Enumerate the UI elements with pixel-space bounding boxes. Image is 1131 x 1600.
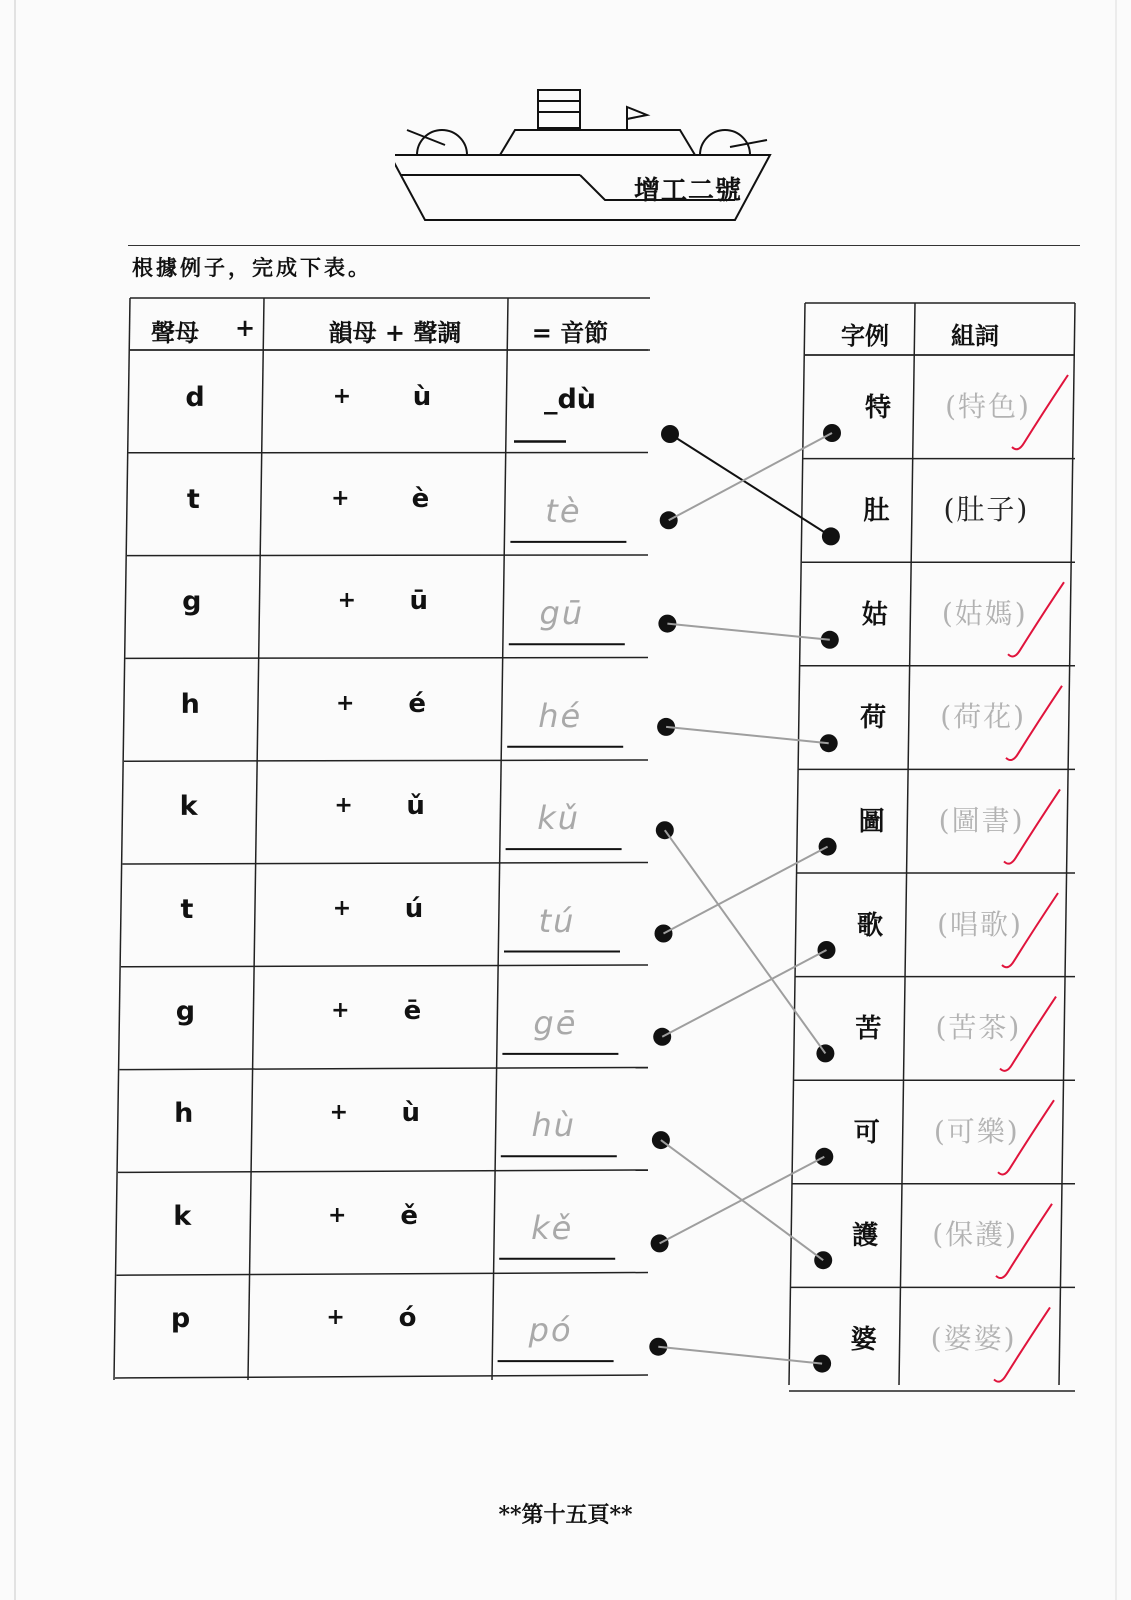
final-with-tone: ù xyxy=(412,381,432,412)
final-with-tone: ū xyxy=(409,586,429,617)
match-line xyxy=(664,847,828,934)
plus-sign: + xyxy=(334,793,353,819)
match-line xyxy=(660,1157,825,1244)
row-border xyxy=(118,1170,648,1172)
word-answer xyxy=(918,385,1058,425)
initial-letter: k xyxy=(173,1200,192,1232)
final-with-tone: ó xyxy=(398,1303,417,1334)
row-border xyxy=(123,863,649,865)
word-answer xyxy=(910,903,1050,943)
syllable-answer: kě xyxy=(531,1208,574,1247)
match-line xyxy=(658,1347,822,1364)
plus-sign: + xyxy=(327,1202,347,1228)
plus-sign: + xyxy=(332,895,352,921)
plus-sign: + xyxy=(331,997,350,1023)
initial-letter: h xyxy=(180,688,200,720)
syllable-answer: hù xyxy=(531,1106,577,1145)
example-char: 荷 xyxy=(860,703,887,734)
syllable-answer: kǔ xyxy=(537,799,580,838)
header-plus: + xyxy=(234,313,256,342)
row-border xyxy=(126,658,649,659)
syllable-answer: hé xyxy=(538,696,583,735)
syllable-answer: pó xyxy=(528,1311,573,1350)
row-border xyxy=(117,1273,649,1276)
word-text: (苦茶) xyxy=(935,1011,1022,1045)
header-word: 組詞 xyxy=(951,321,999,350)
header-final-tone: 韻母 + 聲調 xyxy=(328,318,462,347)
example-char: 姑 xyxy=(861,599,888,630)
initial-letter: d xyxy=(185,381,205,413)
plus-sign: + xyxy=(331,485,350,511)
final-with-tone: è xyxy=(411,483,430,514)
row-border xyxy=(121,965,648,967)
example-char: 婆 xyxy=(850,1324,877,1355)
row-border xyxy=(127,555,648,556)
syllable-answer: gē xyxy=(533,1003,578,1042)
row-border xyxy=(124,760,648,761)
initial-letter: t xyxy=(180,893,194,925)
header-example-char: 字例 xyxy=(841,321,889,350)
word-answer xyxy=(908,1006,1048,1046)
syllable-answer: gū xyxy=(539,594,585,633)
row-border xyxy=(115,1375,648,1378)
word-answer xyxy=(913,695,1053,735)
word-answer xyxy=(912,799,1052,839)
word-text: (保護) xyxy=(932,1218,1019,1252)
word-text: (特色) xyxy=(945,389,1031,423)
example-char: 苦 xyxy=(855,1014,882,1045)
example-char: 圖 xyxy=(858,806,885,837)
initial-letter: g xyxy=(175,995,196,1027)
header-initial: 聲母 xyxy=(151,318,199,347)
word-text: (姑媽) xyxy=(941,596,1028,630)
word-answer xyxy=(905,1213,1045,1253)
column-border xyxy=(248,298,264,1380)
word-text: (荷花) xyxy=(940,700,1027,734)
plus-sign: + xyxy=(326,1305,345,1331)
word-answer xyxy=(916,488,1056,528)
word-text: (圖書) xyxy=(938,803,1025,837)
initial-letter: k xyxy=(179,791,198,823)
row-border xyxy=(120,1068,649,1070)
match-line xyxy=(666,727,829,743)
header-syllable: = 音節 xyxy=(531,318,609,347)
right-column-border xyxy=(789,303,805,1385)
match-line xyxy=(667,624,829,640)
initial-letter: h xyxy=(174,1098,194,1130)
final-with-tone: ě xyxy=(400,1200,418,1231)
syllable-answer: tè xyxy=(545,491,582,530)
match-line xyxy=(662,950,826,1037)
example-char: 可 xyxy=(853,1117,880,1148)
plus-sign: + xyxy=(332,383,352,409)
initial-letter: p xyxy=(170,1303,191,1335)
final-with-tone: ú xyxy=(404,893,424,924)
match-line xyxy=(665,830,826,1053)
word-answer xyxy=(915,592,1055,632)
page-title: 增工二號 xyxy=(633,176,742,206)
final-with-tone: é xyxy=(408,688,426,719)
final-with-tone: ù xyxy=(401,1098,421,1129)
syllable-answer: _dù xyxy=(543,383,597,415)
plus-sign: + xyxy=(337,588,357,614)
word-text: (婆婆) xyxy=(930,1321,1017,1355)
instruction-text: 根據例子，完成下表。 xyxy=(132,255,372,280)
example-char: 特 xyxy=(864,392,891,423)
word-text: (唱歌) xyxy=(937,907,1023,941)
initial-letter: g xyxy=(182,586,202,618)
word-answer xyxy=(907,1110,1047,1150)
syllable-answer: tú xyxy=(538,901,576,940)
plus-sign: + xyxy=(335,690,355,716)
plus-sign: + xyxy=(329,1100,349,1126)
word-text: (可樂) xyxy=(933,1114,1020,1148)
match-line xyxy=(670,434,831,536)
example-char: 肚 xyxy=(863,496,890,527)
match-line xyxy=(669,433,832,520)
final-with-tone: ē xyxy=(403,995,422,1026)
page-number: **第十五頁** xyxy=(498,1502,633,1528)
example-char: 歌 xyxy=(856,910,883,941)
column-border xyxy=(114,298,130,1380)
word-text: (肚子) xyxy=(943,493,1030,527)
right-column-border xyxy=(1059,303,1075,1385)
word-answer xyxy=(904,1317,1044,1357)
final-with-tone: ǔ xyxy=(406,791,425,822)
example-char: 護 xyxy=(852,1221,879,1252)
initial-letter: t xyxy=(186,483,200,515)
